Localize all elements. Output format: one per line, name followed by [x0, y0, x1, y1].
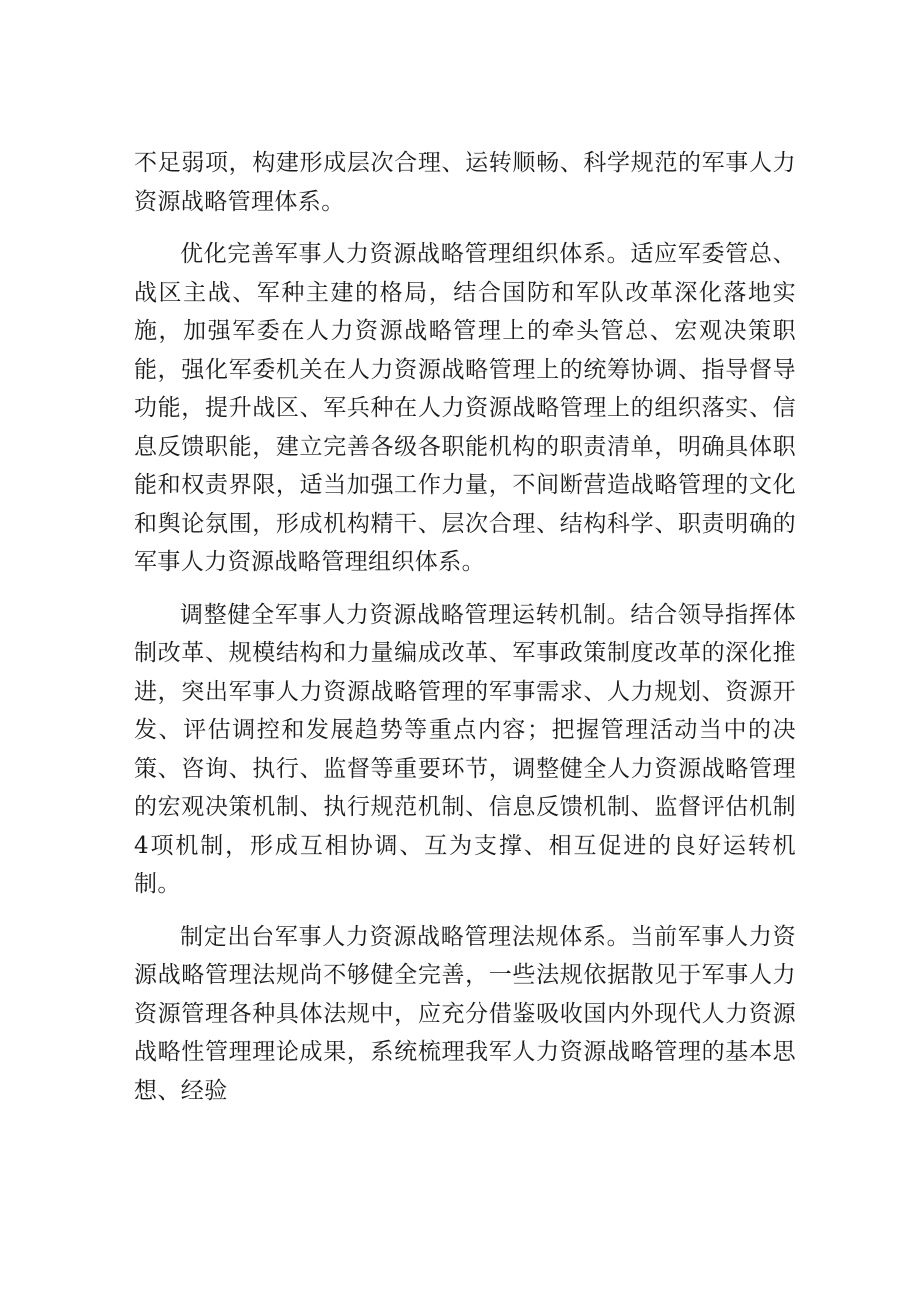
paragraph-operation-mechanism: 调整健全军事人力资源战略管理运转机制。结合领导指挥体制改革、规模结构和力量编成改革、军事政策制度改革的深化推进，突出军事人力资源战略管理的军事需求、人力规划、资源开发、评估调控和发展趋势等重点内容；把握管理活动当中的决策、咨询、执行、监督等重要环节，调整健全人力资源战略管理的宏观决策机制、执行规范机制、信息反馈机制、监督评估机制4项机制，形成互相协调、互为支撑、相互促进的良好运转机制。: [134, 601, 796, 897]
paragraph-regulation-system: 制定出台军事人力资源战略管理法规体系。当前军事人力资源战略管理法规尚不够健全完善，一些法规依据散见于军事人力资源管理各种具体法规中，应充分借鉴吸收国内外现代人力资源战略性管理理论成果，系统梳理我军人力资源战略管理的基本思想、经验: [134, 923, 796, 1104]
paragraph-continuation: 不足弱项，构建形成层次合理、运转顺畅、科学规范的军事人力资源战略管理体系。: [134, 150, 796, 215]
paragraph-organization-system: 优化完善军事人力资源战略管理组织体系。适应军委管总、战区主战、军种主建的格局，结合国防和军队改革深化落地实施，加强军委在人力资源战略管理上的牵头管总、宏观决策职能，强化军委机关在人力资源战略管理上的统筹协调、指导督导功能，提升战区、军兵种在人力资源战略管理上的组织落实、信息反馈职能，建立完善各级各职能机构的职责清单，明确具体职能和权责界限，适当加强工作力量，不间断营造战略管理的文化和舆论氛围，形成机构精干、层次合理、结构科学、职责明确的军事人力资源战略管理组织体系。: [134, 241, 796, 575]
document-page: [134, 144, 796, 1124]
